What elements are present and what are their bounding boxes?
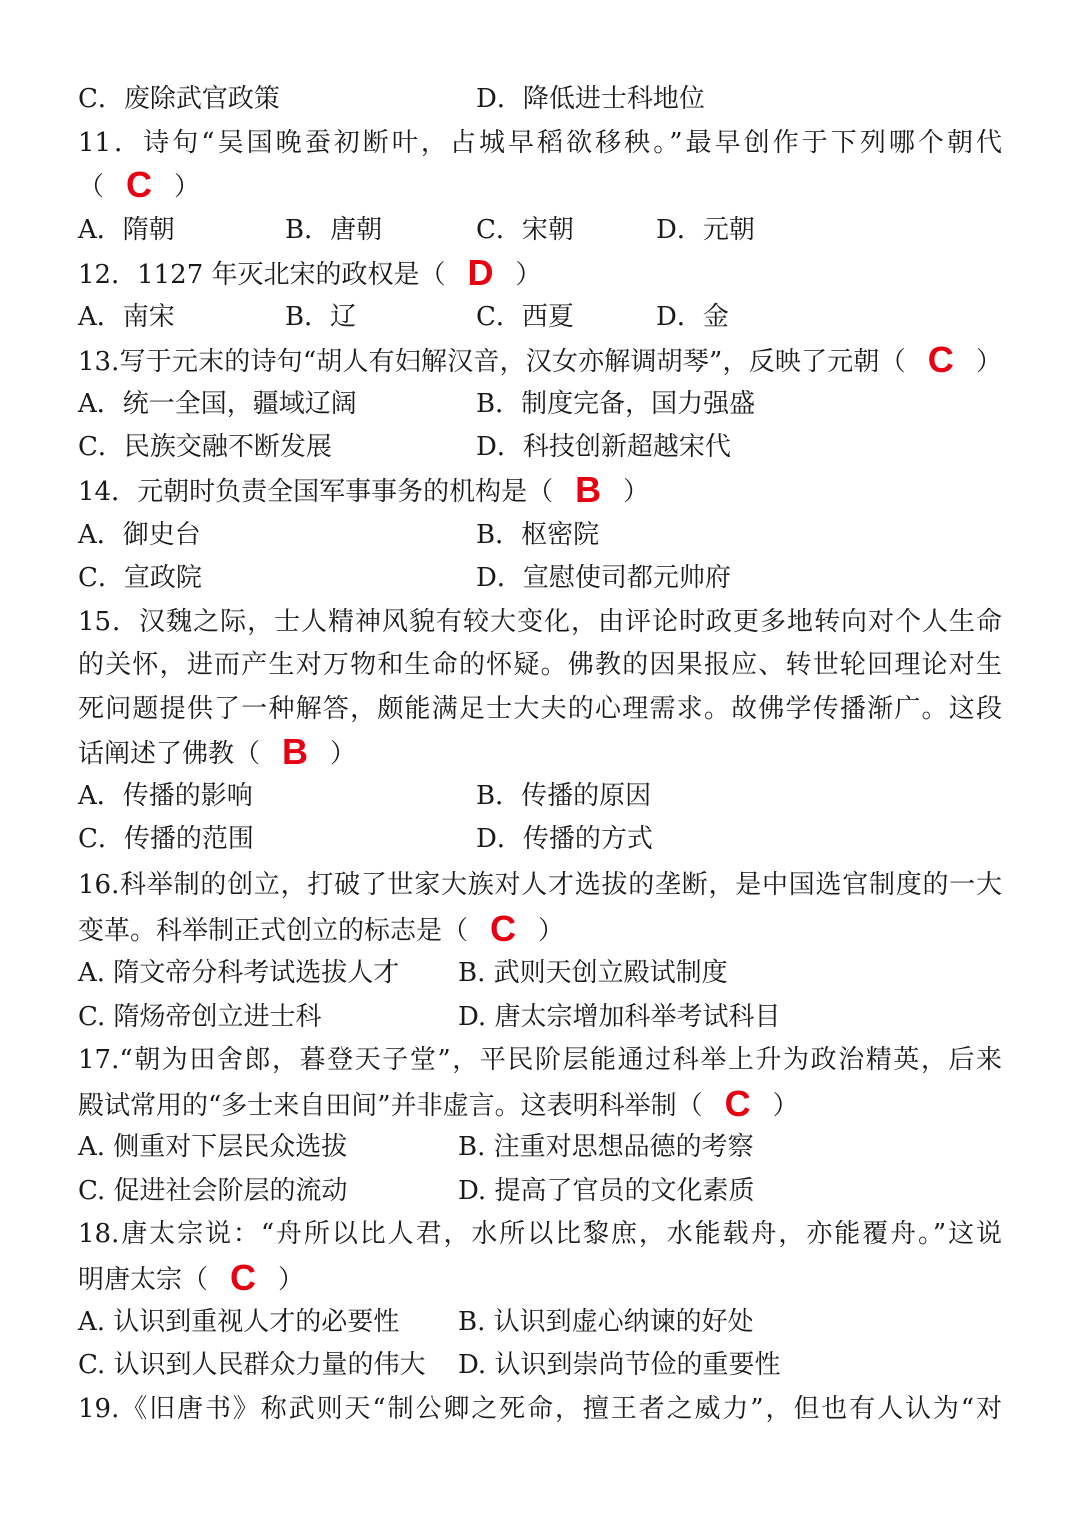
q15-stem-line-3: 死问题提供了一种解答，颇能满足士大夫的心理需求。故佛学传播渐广。这段 (78, 694, 1002, 724)
q15-option-d: D．传播的方式 (476, 824, 653, 854)
q12-option-b: B．辽 (285, 302, 357, 332)
q18-option-a: A. 认识到重视人才的必要性 (78, 1307, 400, 1337)
q16-option-c: C. 隋炀帝创立进士科 (78, 1002, 322, 1032)
q19-stem: 19.《旧唐书》称武则天“制公卿之死命，擅王者之威力”，但也有人认为“对 (78, 1394, 1002, 1424)
q17-answer: C (724, 1083, 751, 1124)
q11-stem: 11．诗句“吴国晚蚕初断叶，占城早稻欲移秧。”最早创作于下列哪个朝代 (78, 128, 1002, 158)
q12-option-a: A．南宋 (78, 302, 175, 332)
q11-option-a: A．隋朝 (78, 215, 175, 245)
q15-option-c: C．传播的范围 (78, 824, 254, 854)
q16-option-a: A. 隋文帝分科考试选拔人才 (78, 958, 400, 988)
q17-option-a: A. 侧重对下层民众选拔 (78, 1132, 348, 1162)
q11-option-d: D．元朝 (656, 215, 755, 245)
q12-option-c: C．西夏 (476, 302, 574, 332)
q16-option-d: D. 唐太宗增加科举考试科目 (458, 1002, 781, 1032)
q14-option-a: A．御史台 (78, 520, 201, 550)
q16-option-b: B. 武则天创立殿试制度 (458, 958, 728, 988)
q12-option-d: D．金 (656, 302, 729, 332)
q14-option-b: B．枢密院 (476, 520, 600, 550)
q16-blank: 变革。科举制正式创立的标志是（ C ） (78, 908, 565, 949)
q14-answer: B (575, 469, 602, 510)
q11-blank: （ C ） (78, 164, 201, 205)
q14-stem: 14．元朝时负责全国军事事务的机构是（ B ） (78, 469, 650, 510)
q11-option-c: C．宋朝 (476, 215, 574, 245)
q18-option-b: B. 认识到虚心纳谏的好处 (458, 1307, 754, 1337)
q17-option-c: C. 促进社会阶层的流动 (78, 1176, 348, 1206)
q18-option-c: C. 认识到人民群众力量的伟大 (78, 1350, 426, 1380)
q13-stem: 13.写于元末的诗句“胡人有妇解汉音，汉女亦解调胡琴”，反映了元朝（ C ） (78, 339, 1002, 380)
q15-stem-line-1: 15．汉魏之际，士人精神风貌有较大变化，由评论时政更多地转向对个人生命 (78, 607, 1002, 637)
q17-option-b: B. 注重对思想品德的考察 (458, 1132, 754, 1162)
q13-option-b: B．制度完备，国力强盛 (476, 389, 756, 419)
q17-option-d: D. 提高了官员的文化素质 (458, 1176, 755, 1206)
q15-option-a: A．传播的影响 (78, 781, 253, 811)
q16-stem: 16.科举制的创立，打破了世家大族对人才选拔的垄断，是中国选官制度的一大 (78, 870, 1002, 900)
q17-stem: 17.“朝为田舍郎，暮登天子堂”，平民阶层能通过科举上升为政治精英，后来 (78, 1045, 1002, 1075)
q13-option-c: C．民族交融不断发展 (78, 432, 332, 462)
q15-option-b: B．传播的原因 (476, 781, 652, 811)
q12-answer: D (467, 252, 494, 293)
q14-option-c: C．宣政院 (78, 563, 202, 593)
q10-option-d: D．降低进士科地位 (476, 84, 705, 114)
q16-answer: C (490, 908, 517, 949)
q11-answer: C (126, 164, 153, 205)
q12-stem: 12．1127 年灭北宋的政权是（ D ） (78, 252, 542, 293)
q18-answer: C (230, 1257, 257, 1298)
q15-stem-line-2: 的关怀，进而产生对万物和生命的怀疑。佛教的因果报应、转世轮回理论对生 (78, 650, 1002, 680)
q13-option-d: D．科技创新超越宋代 (476, 432, 731, 462)
q18-option-d: D. 认识到崇尚节俭的重要性 (458, 1350, 781, 1380)
q15-answer: B (282, 731, 309, 772)
q11-option-b: B．唐朝 (285, 215, 383, 245)
q15-blank: 话阐述了佛教（ B ） (78, 731, 357, 772)
q17-blank: 殿试常用的“多士来自田间”并非虚言。这表明科举制（ C ） (78, 1083, 799, 1124)
q18-blank: 明唐太宗（ C ） (78, 1257, 305, 1298)
q14-option-d: D．宣慰使司都元帅府 (476, 563, 731, 593)
q13-option-a: A．统一全国，疆域辽阔 (78, 389, 357, 419)
q18-stem: 18.唐太宗说：“舟所以比人君，水所以比黎庶，水能载舟，亦能覆舟。”这说 (78, 1219, 1002, 1249)
q10-option-c: C．废除武官政策 (78, 84, 280, 114)
q13-answer: C (927, 339, 954, 380)
